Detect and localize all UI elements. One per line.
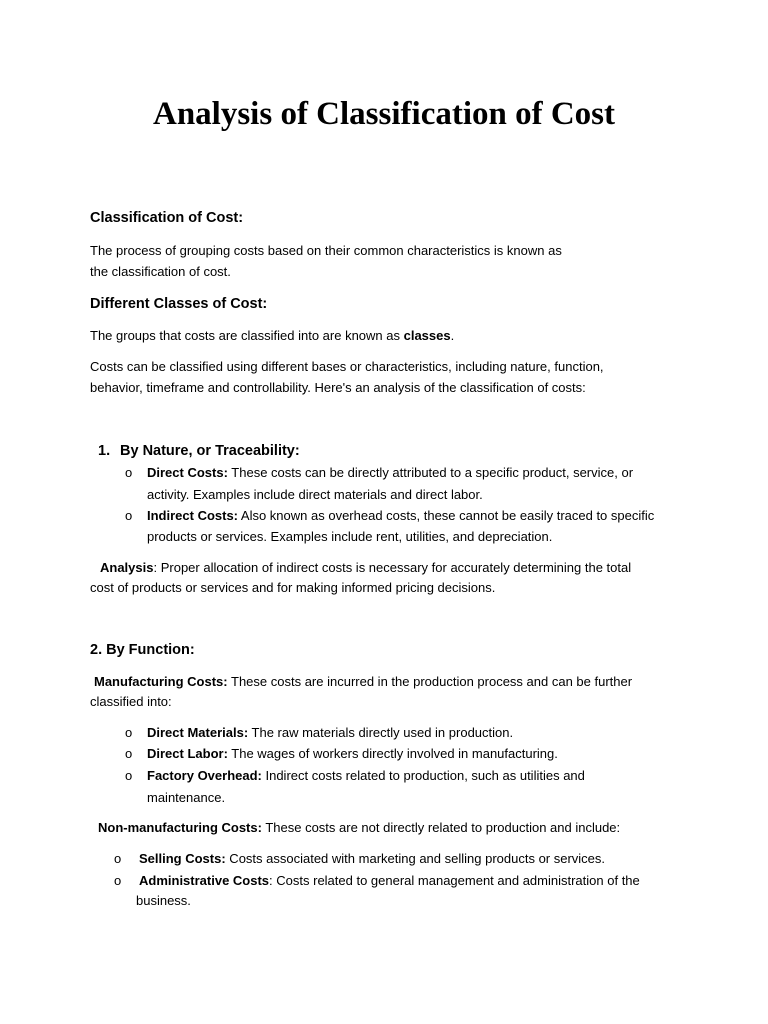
analysis-label: Analysis: [100, 560, 154, 575]
bullet-marker: o: [125, 725, 133, 740]
administrative-costs-line-2: business.: [136, 893, 191, 908]
administrative-costs-label: Administrative Costs: [139, 873, 270, 888]
non-manufacturing-costs-line: [98, 818, 620, 838]
classes-groups-bold: classes: [403, 328, 451, 343]
direct-costs-line-2: activity. Examples include direct materials and direct labor.: [147, 487, 483, 502]
classes-groups-text-plain: The groups that costs are classified into are known as: [90, 328, 404, 343]
administrative-costs-text: : Costs related to general management and administration of the: [269, 873, 640, 888]
selling-costs-text: Costs associated with marketing and selling products or services.: [225, 851, 606, 866]
bullet-marker: o: [114, 851, 122, 866]
classes-bases-line-1: Costs can be classified using different bases or characteristics, including nature, function,: [90, 359, 604, 374]
indirect-costs-label: Indirect Costs:: [147, 508, 239, 523]
page-title: Analysis of Classification of Cost: [152, 96, 616, 132]
direct-costs-line-1: [147, 463, 633, 483]
classes-groups-text: [90, 326, 454, 346]
bullet-marker: o: [125, 508, 133, 523]
bullet-marker: o: [125, 465, 133, 480]
classification-text-line-1: The process of grouping costs based on their common characteristics is known as: [90, 243, 562, 258]
administrative-costs-line-1: [139, 871, 640, 891]
indirect-costs-line-1: [147, 506, 654, 526]
manufacturing-costs-label: Manufacturing Costs:: [94, 674, 228, 689]
classes-heading: Different Classes of Cost:: [90, 296, 268, 312]
bullet-marker: o: [114, 873, 122, 888]
non-manufacturing-costs-text: These costs are not directly related to production and include:: [261, 820, 621, 835]
manufacturing-costs-text: These costs are incurred in the production process and can be further: [227, 674, 633, 689]
selling-costs-item: [139, 849, 605, 869]
indirect-costs-text: Also known as overhead costs, these cannot be easily traced to specific: [238, 508, 655, 523]
direct-materials-item: [147, 723, 513, 743]
analysis-line-1: [100, 558, 631, 578]
classes-bases-line-2: behavior, timeframe and controllability. Here's an analysis of the classification of costs:: [90, 380, 586, 395]
manufacturing-costs-line-1: [94, 672, 632, 692]
direct-materials-text: The raw materials directly used in production.: [248, 725, 514, 740]
non-manufacturing-costs-label: Non-manufacturing Costs:: [98, 820, 262, 835]
analysis-line-2: cost of products or services and for making informed pricing decisions.: [90, 580, 496, 595]
factory-overhead-text: Indirect costs related to production, such as utilities and: [261, 768, 585, 783]
factory-overhead-label: Factory Overhead:: [147, 768, 262, 783]
function-heading: 2. By Function:: [90, 642, 195, 658]
factory-overhead-line-1: [147, 766, 585, 786]
direct-labor-text: The wages of workers directly involved in manufacturing.: [227, 746, 558, 761]
factory-overhead-line-2: maintenance.: [147, 790, 226, 805]
manufacturing-costs-line-2: classified into:: [90, 694, 172, 709]
nature-heading: By Nature, or Traceability:: [120, 443, 300, 459]
direct-costs-label: Direct Costs:: [147, 465, 228, 480]
analysis-text: : Proper allocation of indirect costs is necessary for accurately determining the total: [153, 560, 632, 575]
classes-groups-end: .: [450, 328, 455, 343]
direct-materials-label: Direct Materials:: [147, 725, 249, 740]
bullet-marker: o: [125, 746, 133, 761]
indirect-costs-line-2: products or services. Examples include rent, utilities, and depreciation.: [147, 529, 553, 544]
classification-heading: Classification of Cost:: [90, 210, 244, 226]
bullet-marker: o: [125, 768, 133, 783]
direct-costs-text: These costs can be directly attributed to a specific product, service, or: [227, 465, 634, 480]
classification-text-line-2: the classification of cost.: [90, 264, 231, 279]
direct-labor-item: [147, 744, 558, 764]
selling-costs-label: Selling Costs:: [139, 851, 226, 866]
nature-number: 1.: [98, 443, 111, 459]
direct-labor-label: Direct Labor:: [147, 746, 228, 761]
